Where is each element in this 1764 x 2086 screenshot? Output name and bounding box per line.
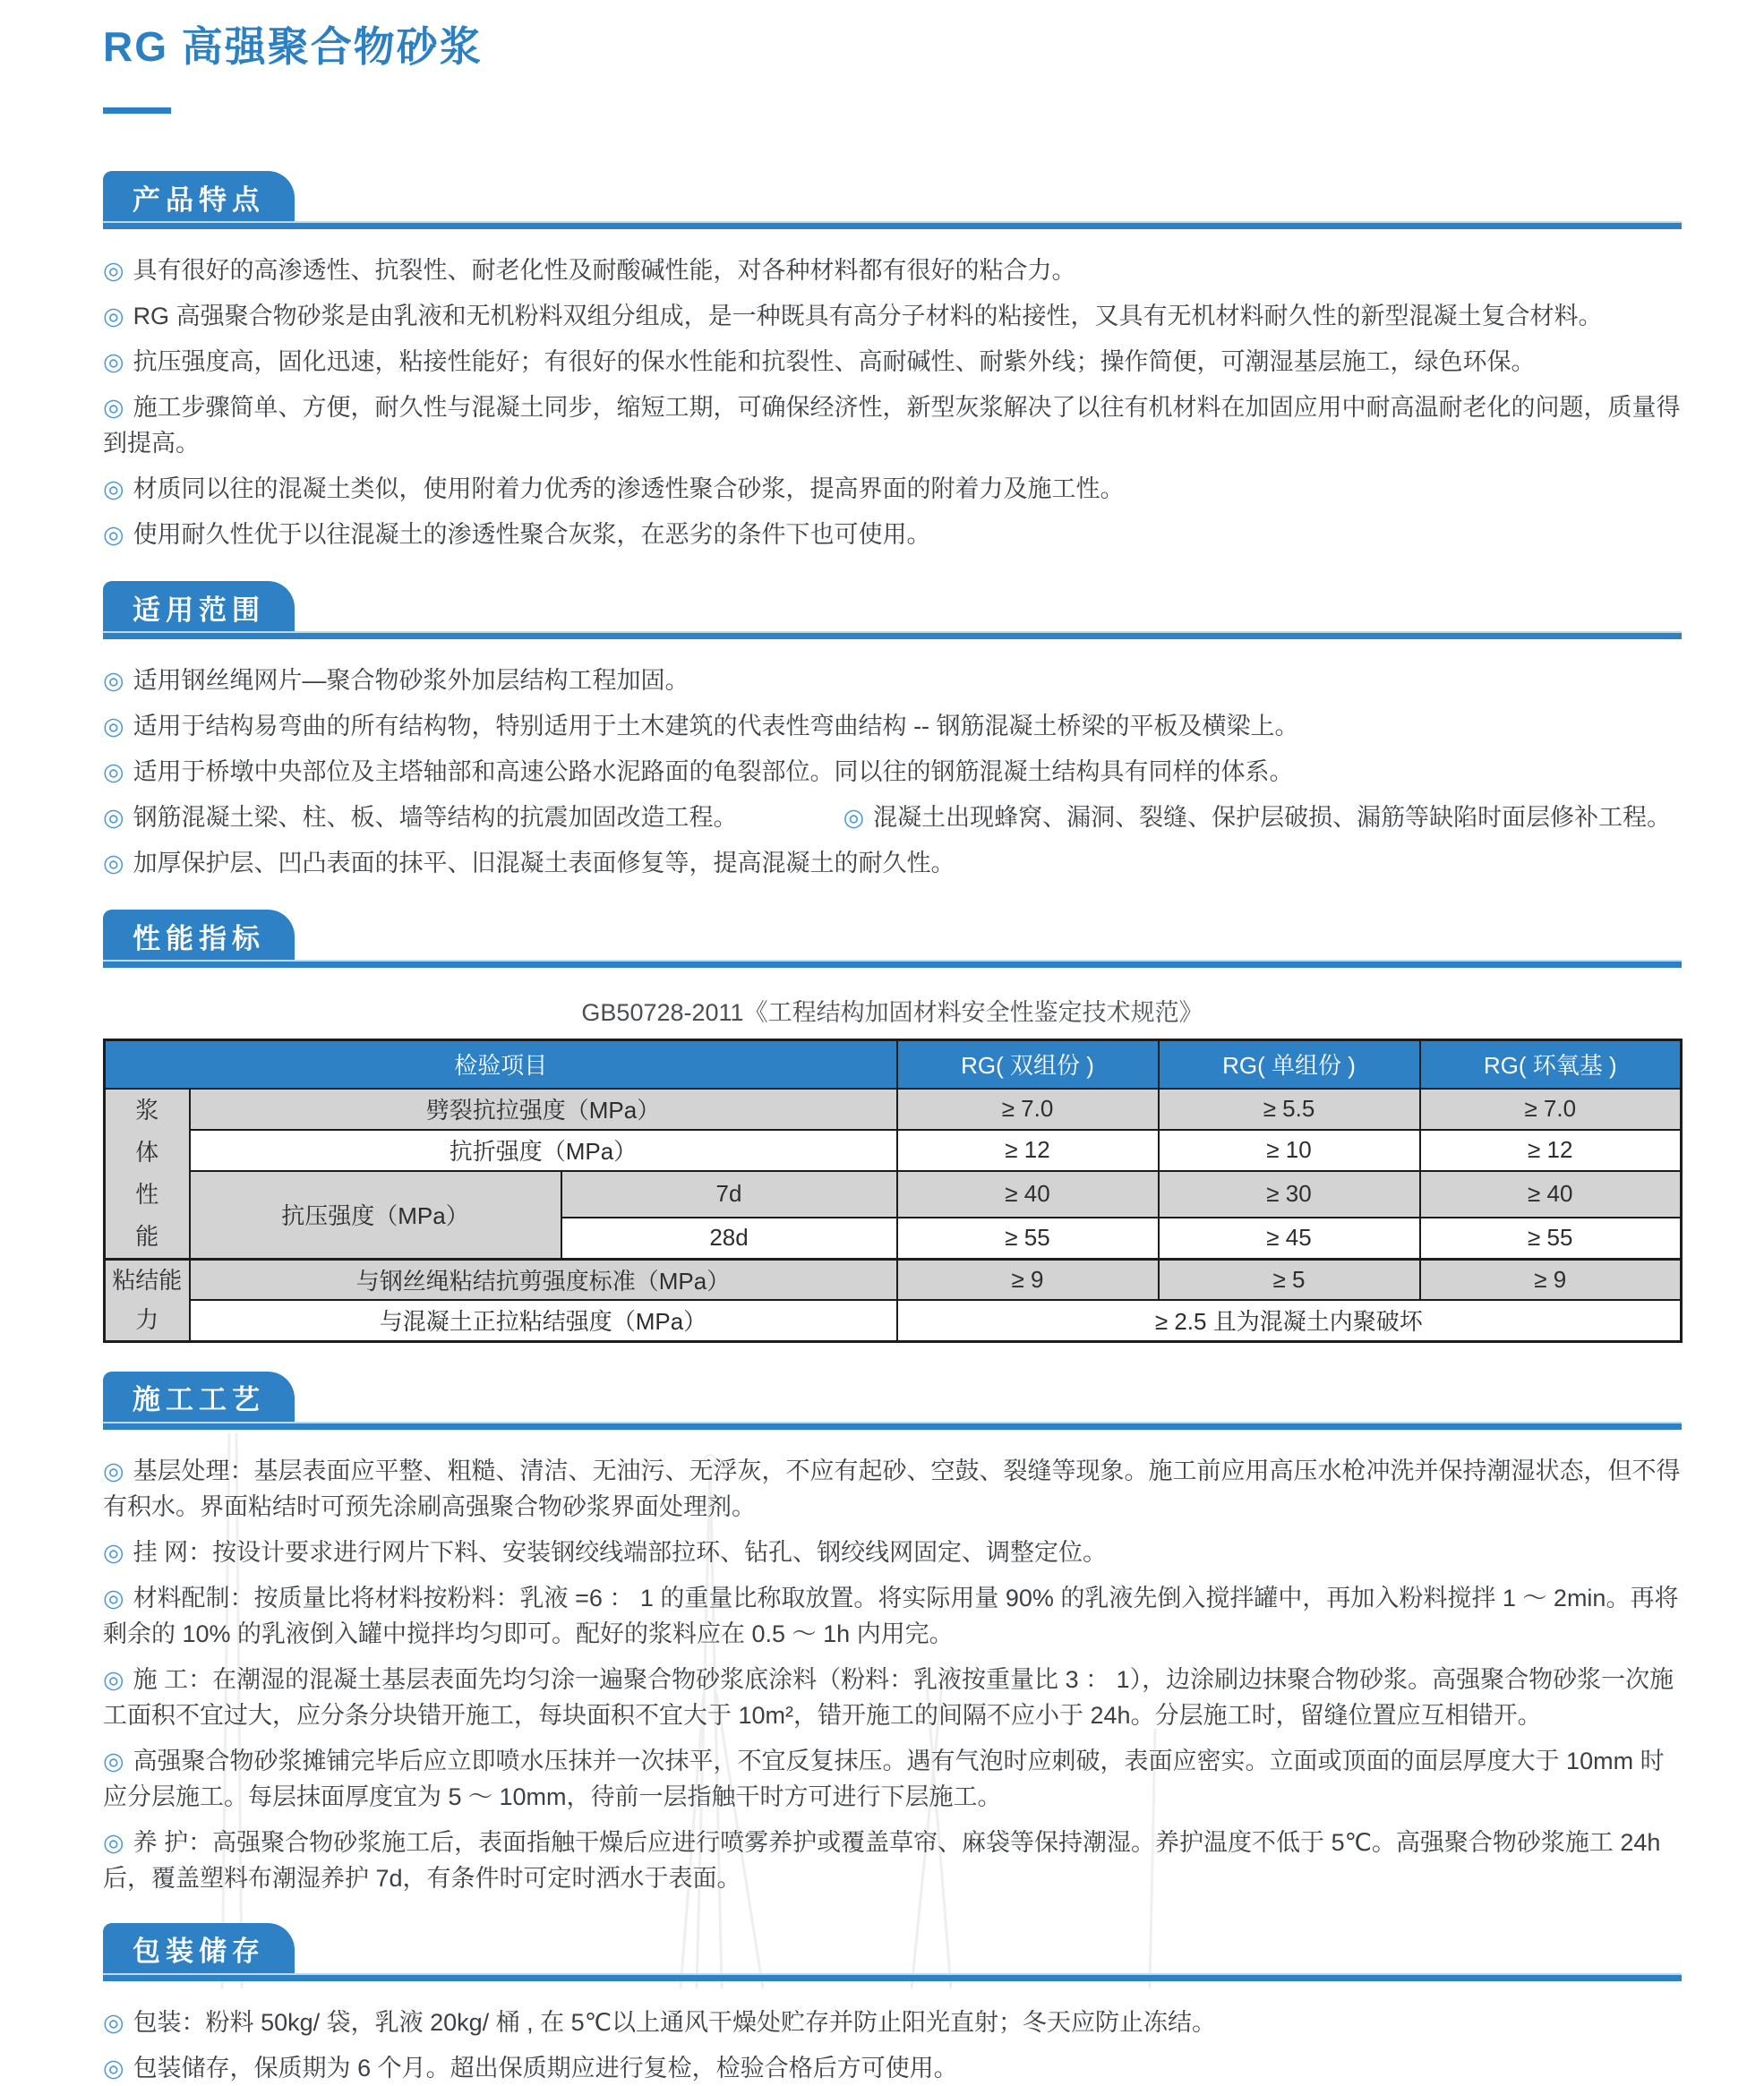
value-cell: ≥ 45: [1159, 1218, 1420, 1259]
section-heading-label: 产品特点: [133, 184, 265, 216]
bullet-text: 混凝土出现蜂窝、漏洞、裂缝、保护层破损、漏筋等缺陷时面层修补工程。: [873, 804, 1672, 831]
value-cell: ≥ 5: [1159, 1259, 1420, 1300]
ring-bullet-icon: ◎: [103, 1828, 124, 1856]
bullet-item-pair: [103, 799, 1682, 835]
section-rule: [103, 223, 1682, 229]
table-row: [105, 1089, 1682, 1130]
bullet-item: [103, 754, 1682, 790]
section-features: [103, 171, 1682, 552]
section-rule: [103, 962, 1682, 968]
bullet-text: 使用耐久性优于以往混凝土的渗透性聚合灰浆，在恶劣的条件下也可使用。: [133, 521, 931, 548]
ring-bullet-icon: ◎: [103, 1457, 124, 1484]
bullet-item: [103, 1662, 1682, 1733]
row-label-cell: 抗压强度（MPa）: [190, 1171, 561, 1260]
bullet-text: 施工步骤简单、方便，耐久性与混凝土同步，缩短工期，可确保经济性，新型灰浆解决了以往有机材料在加固应用中耐高温耐老化的问题，质量得到提高。: [103, 394, 1681, 457]
bullet-item: [103, 708, 1682, 744]
bullet-item: [103, 1743, 1682, 1815]
ring-bullet-icon: ◎: [103, 758, 124, 785]
bullet-text: 适用于结构易弯曲的所有结构物，特别适用于土木建筑的代表性弯曲结构 -- 钢筋混凝土桥梁的平板及横梁上。: [133, 713, 1299, 740]
ring-bullet-icon: ◎: [103, 1747, 124, 1774]
table-row: [105, 1130, 1682, 1171]
section-badge-process: [103, 1372, 295, 1423]
section-heading-label: 性能指标: [133, 922, 265, 954]
section-header: [103, 1372, 1682, 1430]
bullet-text: 适用于桥墩中央部位及主塔轴部和高速公路水泥路面的龟裂部位。同以往的钢筋混凝土结构具有同样的体系。: [133, 758, 1294, 785]
bullet-item: [103, 389, 1682, 461]
bullet-text: RG 高强聚合物砂浆是由乳液和无机粉料双组分组成，是一种既具有高分子材料的粘接性，又具有无机材料耐久性的新型混凝土复合材料。: [133, 303, 1603, 329]
value-cell: ≥ 40: [1420, 1171, 1682, 1218]
section-badge-performance: [103, 910, 295, 962]
bullet-text: 加厚保护层、凹凸表面的抹平、旧混凝土表面修复等，提高混凝土的耐久性。: [133, 850, 955, 876]
sub-label-cell: 7d: [561, 1171, 897, 1218]
ring-bullet-icon: ◎: [103, 2008, 124, 2036]
bullet-text: 包装：粉料 50kg/ 袋，乳液 20kg/ 桶 , 在 5℃以上通风干燥处贮存并防止阳光直射；冬天应防止冻结。: [133, 2008, 1217, 2036]
ring-bullet-icon: ◎: [103, 667, 124, 694]
value-cell: ≥ 12: [897, 1130, 1159, 1171]
table-header-cell: RG( 双组份 ): [897, 1040, 1159, 1089]
table-row: [105, 1171, 1682, 1218]
section-badge-scope: [103, 581, 295, 633]
ring-bullet-icon: ◎: [103, 1584, 124, 1612]
bullet-text: 抗压强度高，固化迅速，粘接性能好；有很好的保水性能和抗裂性、高耐碱性、耐紫外线；操作简便，可潮湿基层施工，绿色环保。: [133, 348, 1536, 375]
ring-bullet-icon: ◎: [103, 1665, 124, 1693]
ring-bullet-icon: ◎: [103, 2054, 124, 2082]
bullet-item: [103, 471, 1682, 507]
row-label-cell: 与钢丝绳粘结抗剪强度标准（MPa）: [190, 1259, 897, 1300]
group-label-cell: 浆体性能: [105, 1089, 190, 1260]
page-title: RG 高强聚合物砂浆: [103, 23, 483, 70]
section-badge-storage: [103, 1923, 295, 1975]
bullet-text: 材料配制：按质量比将材料按粉料：乳液 =6 ： 1 的重量比称取放置。将实际用量 90% 的乳液先倒入搅拌罐中，再加入粉料搅拌 1 ～ 2min。再将剩余的 10% 的乳液倒入罐中搅拌均匀即可。配好的浆料应在 0.5 ～ 1h 内用完。: [103, 1584, 1679, 1647]
scope-list: [103, 663, 1682, 881]
section-scope: [103, 581, 1682, 881]
bullet-text: 适用钢丝绳网片—聚合物砂浆外加层结构工程加固。: [133, 667, 689, 694]
bullet-text: 养 护：高强聚合物砂浆施工后，表面指触干燥后应进行喷雾养护或覆盖草帘、麻袋等保持潮湿。养护温度不低于 5℃。高强聚合物砂浆施工 24h 后，覆盖塑料布潮湿养护 7d，有条件时可定时洒水于表面。: [103, 1828, 1661, 1892]
value-cell: ≥ 40: [897, 1171, 1159, 1218]
section-performance: [103, 910, 1682, 1343]
row-label-cell: 劈裂抗拉强度（MPa）: [190, 1089, 897, 1130]
section-rule: [103, 633, 1682, 639]
value-cell: ≥ 10: [1159, 1130, 1420, 1171]
value-cell: ≥ 55: [897, 1218, 1159, 1259]
bullet-item: [103, 1535, 1682, 1570]
ring-bullet-icon: ◎: [103, 1538, 124, 1566]
section-heading-label: 包装储存: [133, 1936, 265, 1967]
value-cell: ≥ 9: [897, 1259, 1159, 1300]
table-header-row: [105, 1040, 1682, 1089]
group-label-cell: 粘结能力: [105, 1259, 190, 1341]
bullet-item: [103, 1825, 1682, 1896]
ring-bullet-icon: ◎: [103, 713, 124, 740]
section-process: [103, 1372, 1682, 1896]
bullet-item: [103, 252, 1682, 288]
bullet-item: [103, 663, 1682, 698]
bullet-item: [103, 517, 1682, 552]
table-header-cell: RG( 单组份 ): [1159, 1040, 1420, 1089]
table-row: [105, 1300, 1682, 1341]
bullet-text: 施 工：在潮湿的混凝土基层表面先均匀涂一遍聚合物砂浆底涂料（粉料：乳液按重量比 3 ： 1），边涂刷边抹聚合物砂浆。高强聚合物砂浆一次施工面积不宜过大，应分条分块错开施工，每块面积不宜大于 10m²，错开施工的间隔不应小于 24h。分层施工时，留缝位置应互相错开。: [103, 1665, 1674, 1729]
process-list: [103, 1453, 1682, 1896]
section-badge-features: [103, 171, 295, 223]
ring-bullet-icon: ◎: [103, 475, 124, 502]
bullet-item: [103, 1453, 1682, 1525]
table-header-cell: 检验项目: [105, 1040, 897, 1089]
bullet-item: [103, 1580, 1682, 1652]
ring-bullet-icon: ◎: [103, 394, 124, 421]
value-cell: ≥ 30: [1159, 1171, 1420, 1218]
value-cell: ≥ 5.5: [1159, 1089, 1420, 1130]
storage-list: [103, 2005, 1682, 2086]
section-heading-label: 适用范围: [133, 594, 265, 626]
bullet-text: 包装储存，保质期为 6 个月。超出保质期应进行复检，检验合格后方可使用。: [133, 2054, 958, 2082]
value-cell: ≥ 12: [1420, 1130, 1682, 1171]
bullet-item: [103, 344, 1682, 380]
sub-label-cell: 28d: [561, 1218, 897, 1259]
bullet-item: [103, 845, 1682, 881]
value-cell: ≥ 55: [1420, 1218, 1682, 1259]
value-cell: ≥ 9: [1420, 1259, 1682, 1300]
title-underline: [103, 107, 171, 114]
section-header: [103, 581, 1682, 639]
bullet-text: 钢筋混凝土梁、柱、板、墙等结构的抗震加固改造工程。: [133, 804, 738, 831]
ring-bullet-icon: ◎: [103, 303, 124, 329]
bullet-text: 材质同以往的混凝土类似，使用附着力优秀的渗透性聚合砂浆，提高界面的附着力及施工性。: [133, 475, 1125, 502]
section-header: [103, 910, 1682, 968]
table-row: [105, 1259, 1682, 1300]
section-storage: [103, 1923, 1682, 2086]
value-cell: ≥ 7.0: [897, 1089, 1159, 1130]
bullet-text: 挂 网：按设计要求进行网片下料、安装钢绞线端部拉环、钻孔、钢绞线网固定、调整定位。: [133, 1538, 1108, 1566]
ring-bullet-icon: ◎: [103, 850, 124, 876]
standard-caption: GB50728-2011《工程结构加固材料安全性鉴定技术规范》: [581, 999, 1203, 1026]
row-label-cell: 与混凝土正拉粘结强度（MPa）: [190, 1300, 897, 1341]
bullet-text: 具有很好的高渗透性、抗裂性、耐老化性及耐酸碱性能，对各种材料都有很好的粘合力。: [133, 257, 1076, 284]
bullet-text: 高强聚合物砂浆摊铺完毕后应立即喷水压抹并一次抹平，不宜反复抹压。遇有气泡时应刺破，表面应密实。立面或顶面的面层厚度大于 10mm 时应分层施工。每层抹面厚度宜为 5 ～ 10mm，待前一层指触干时方可进行下层施工。: [103, 1747, 1665, 1810]
ring-bullet-icon: ◎: [103, 348, 124, 375]
section-rule: [103, 1975, 1682, 1981]
features-list: [103, 252, 1682, 552]
section-header: [103, 171, 1682, 229]
section-header: [103, 1923, 1682, 1981]
row-label-cell: 抗折强度（MPa）: [190, 1130, 897, 1171]
ring-bullet-icon: ◎: [103, 521, 124, 548]
merged-value-cell: ≥ 2.5 且为混凝土内聚破坏: [897, 1300, 1682, 1341]
section-rule: [103, 1423, 1682, 1430]
table-header-cell: RG( 环氧基 ): [1420, 1040, 1682, 1089]
bullet-item: [103, 2050, 1682, 2086]
bullet-text: 基层处理：基层表面应平整、粗糙、清洁、无油污、无浮灰，不应有起砂、空鼓、裂缝等现象。施工前应用高压水枪冲洗并保持潮湿状态，但不得有积水。界面粘结时可预先涂刷高强聚合物砂浆界面处理剂。: [103, 1457, 1681, 1520]
ring-bullet-icon: ◎: [843, 804, 865, 831]
bullet-item: [103, 298, 1682, 334]
ring-bullet-icon: ◎: [103, 257, 124, 284]
performance-table: [103, 1039, 1683, 1343]
section-heading-label: 施工工艺: [133, 1384, 265, 1415]
value-cell: ≥ 7.0: [1420, 1089, 1682, 1130]
ring-bullet-icon: ◎: [103, 804, 124, 831]
bullet-item: [103, 2005, 1682, 2040]
